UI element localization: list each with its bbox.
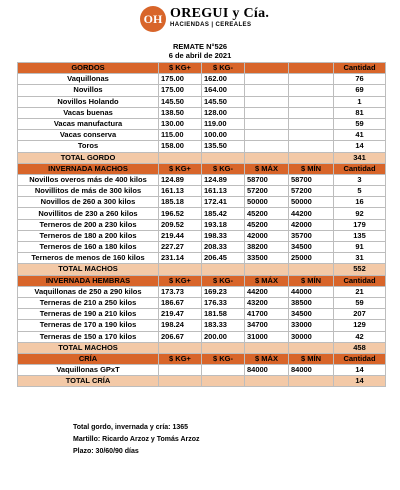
column-header: Cantidad: [334, 163, 386, 174]
price-kg-max: 145.50: [159, 96, 202, 107]
quantity: 81: [334, 107, 386, 118]
total-label: TOTAL MACHOS: [18, 342, 159, 353]
price-max: 43200: [245, 297, 289, 308]
column-header: $ MÁX: [245, 353, 289, 364]
quantity: 207: [334, 309, 386, 320]
table-row: [18, 253, 386, 264]
price-kg-min: 169.23: [202, 286, 245, 297]
section-title: INVERNADA MACHOS: [18, 163, 159, 174]
price-max: [245, 107, 289, 118]
table-row: [18, 331, 386, 342]
price-min: [289, 130, 334, 141]
column-header: $ KG+: [159, 163, 202, 174]
table-row: [18, 74, 386, 85]
price-kg-max: 185.18: [159, 197, 202, 208]
price-max: 58700: [245, 174, 289, 185]
price-kg-max: [159, 365, 202, 376]
price-min: 34500: [289, 309, 334, 320]
table-row: [18, 365, 386, 376]
price-kg-min: 208.33: [202, 242, 245, 253]
column-header: $ KG-: [202, 275, 245, 286]
price-kg-max: 175.00: [159, 74, 202, 85]
price-kg-max: 186.67: [159, 297, 202, 308]
row-label: Vacas conserva: [18, 130, 159, 141]
price-kg-min: 164.00: [202, 85, 245, 96]
quantity: 92: [334, 208, 386, 219]
price-kg-max: 196.52: [159, 208, 202, 219]
logo-mark: OH: [140, 6, 166, 32]
price-kg-max: 198.24: [159, 320, 202, 331]
price-kg-max: 219.47: [159, 309, 202, 320]
empty-cell: [159, 264, 202, 275]
section-header-row: [18, 353, 386, 364]
price-max: 45200: [245, 219, 289, 230]
price-min: 34500: [289, 242, 334, 253]
empty-cell: [159, 376, 202, 387]
price-kg-min: 198.33: [202, 230, 245, 241]
logo-subtitle: HACIENDAS | CEREALES: [170, 22, 252, 28]
price-kg-max: 115.00: [159, 130, 202, 141]
price-kg-max: 161.13: [159, 186, 202, 197]
empty-cell: [245, 342, 289, 353]
price-kg-max: 206.67: [159, 331, 202, 342]
quantity: 91: [334, 242, 386, 253]
footer-plazo: Plazo: 30/60/90 días: [73, 448, 139, 455]
row-label: Novillos Holando: [18, 96, 159, 107]
price-min: [289, 96, 334, 107]
row-label: Terneras de 150 a 170 kilos: [18, 331, 159, 342]
price-min: 25000: [289, 253, 334, 264]
column-header: $ MÁX: [245, 163, 289, 174]
price-min: 42000: [289, 219, 334, 230]
price-max: 38200: [245, 242, 289, 253]
quantity: 76: [334, 74, 386, 85]
footer-martillo: Martillo: Ricardo Arzoz y Tomás Arzoz: [73, 436, 200, 443]
price-kg-min: 161.13: [202, 186, 245, 197]
price-max: 44200: [245, 286, 289, 297]
empty-cell: [245, 376, 289, 387]
table-row: [18, 208, 386, 219]
total-label: TOTAL CRÍA: [18, 376, 159, 387]
price-max: [245, 141, 289, 152]
price-min: [289, 107, 334, 118]
price-kg-min: 100.00: [202, 130, 245, 141]
row-label: Novillitos de 230 a 260 kilos: [18, 208, 159, 219]
quantity: 1: [334, 96, 386, 107]
price-kg-max: 158.00: [159, 141, 202, 152]
empty-cell: [159, 342, 202, 353]
price-min: 44200: [289, 208, 334, 219]
quantity: 179: [334, 219, 386, 230]
table-row: [18, 297, 386, 308]
table-row: [18, 309, 386, 320]
table-row: [18, 242, 386, 253]
row-label: Terneras de 170 a 190 kilos: [18, 320, 159, 331]
table-row: [18, 118, 386, 129]
price-max: [245, 96, 289, 107]
total-row: [18, 342, 386, 353]
column-header: $ MÍN: [289, 275, 334, 286]
quantity: 14: [334, 141, 386, 152]
remate-table: [17, 62, 386, 387]
empty-cell: [245, 152, 289, 163]
empty-cell: [202, 264, 245, 275]
price-kg-min: 183.33: [202, 320, 245, 331]
price-kg-max: 219.44: [159, 230, 202, 241]
total-value: 14: [334, 376, 386, 387]
price-kg-max: 138.50: [159, 107, 202, 118]
logo-name: OREGUI y Cía.: [170, 6, 270, 21]
price-min: [289, 141, 334, 152]
row-label: Novillos de 260 a 300 kilos: [18, 197, 159, 208]
table-row: [18, 130, 386, 141]
total-row: [18, 152, 386, 163]
total-value: 552: [334, 264, 386, 275]
price-max: 50000: [245, 197, 289, 208]
table-row: [18, 219, 386, 230]
price-max: 33500: [245, 253, 289, 264]
price-min: [289, 74, 334, 85]
price-min: 30000: [289, 331, 334, 342]
price-kg-min: 135.50: [202, 141, 245, 152]
price-kg-max: 231.14: [159, 253, 202, 264]
quantity: 59: [334, 118, 386, 129]
price-kg-max: 227.27: [159, 242, 202, 253]
price-kg-min: 193.18: [202, 219, 245, 230]
price-kg-max: 209.52: [159, 219, 202, 230]
row-label: Toros: [18, 141, 159, 152]
price-kg-min: 172.41: [202, 197, 245, 208]
price-kg-min: 200.00: [202, 331, 245, 342]
price-max: 45200: [245, 208, 289, 219]
price-kg-min: 181.58: [202, 309, 245, 320]
price-kg-max: 175.00: [159, 85, 202, 96]
empty-cell: [202, 376, 245, 387]
price-min: 35700: [289, 230, 334, 241]
price-kg-min: 119.00: [202, 118, 245, 129]
column-header: $ KG+: [159, 63, 202, 74]
row-label: Terneros de menos de 160 kilos: [18, 253, 159, 264]
quantity: 129: [334, 320, 386, 331]
table-row: [18, 197, 386, 208]
column-header: [245, 63, 289, 74]
column-header: [289, 63, 334, 74]
row-label: Terneros de 160 a 180 kilos: [18, 242, 159, 253]
remate-number: REMATE N°526: [172, 42, 228, 51]
table-row: [18, 141, 386, 152]
price-max: 34700: [245, 320, 289, 331]
price-min: 84000: [289, 365, 334, 376]
empty-cell: [202, 152, 245, 163]
empty-cell: [289, 264, 334, 275]
footer-total: Total gordo, invernada y cría: 1365: [73, 424, 189, 431]
price-min: 58700: [289, 174, 334, 185]
table-row: [18, 85, 386, 96]
price-min: 50000: [289, 197, 334, 208]
price-kg-max: 124.89: [159, 174, 202, 185]
column-header: $ MÁX: [245, 275, 289, 286]
row-label: Vacas manufactura: [18, 118, 159, 129]
price-kg-min: [202, 365, 245, 376]
price-max: [245, 118, 289, 129]
column-header: Cantidad: [334, 63, 386, 74]
empty-cell: [245, 264, 289, 275]
quantity: 59: [334, 297, 386, 308]
quantity: 69: [334, 85, 386, 96]
row-label: Terneros de 180 a 200 kilos: [18, 230, 159, 241]
price-kg-min: 176.33: [202, 297, 245, 308]
total-row: [18, 376, 386, 387]
price-kg-min: 128.00: [202, 107, 245, 118]
company-logo: [140, 6, 300, 34]
quantity: 135: [334, 230, 386, 241]
price-max: 84000: [245, 365, 289, 376]
price-kg-max: 130.00: [159, 118, 202, 129]
price-max: [245, 85, 289, 96]
price-kg-min: 124.89: [202, 174, 245, 185]
column-header: Cantidad: [334, 275, 386, 286]
column-header: $ MÍN: [289, 163, 334, 174]
price-min: 44000: [289, 286, 334, 297]
table-row: [18, 96, 386, 107]
table-row: [18, 320, 386, 331]
table-row: [18, 107, 386, 118]
price-max: [245, 74, 289, 85]
quantity: 3: [334, 174, 386, 185]
section-title: CRÍA: [18, 353, 159, 364]
column-header: Cantidad: [334, 353, 386, 364]
row-label: Novillitos de más de 300 kilos: [18, 186, 159, 197]
column-header: $ KG-: [202, 163, 245, 174]
price-kg-max: 173.73: [159, 286, 202, 297]
section-title: GORDOS: [18, 63, 159, 74]
price-max: [245, 130, 289, 141]
empty-cell: [289, 152, 334, 163]
empty-cell: [159, 152, 202, 163]
section-title: INVERNADA HEMBRAS: [18, 275, 159, 286]
price-max: 31000: [245, 331, 289, 342]
table-row: [18, 230, 386, 241]
row-label: Terneros de 200 a 230 kilos: [18, 219, 159, 230]
quantity: 42: [334, 331, 386, 342]
quantity: 41: [334, 130, 386, 141]
row-label: Vacas buenas: [18, 107, 159, 118]
price-kg-min: 145.50: [202, 96, 245, 107]
empty-cell: [289, 342, 334, 353]
total-value: 341: [334, 152, 386, 163]
column-header: $ KG+: [159, 275, 202, 286]
price-max: 41700: [245, 309, 289, 320]
price-kg-min: 162.00: [202, 74, 245, 85]
quantity: 5: [334, 186, 386, 197]
row-label: Terneras de 190 a 210 kilos: [18, 309, 159, 320]
table-row: [18, 186, 386, 197]
price-min: [289, 85, 334, 96]
quantity: 31: [334, 253, 386, 264]
price-max: 42000: [245, 230, 289, 241]
column-header: $ KG+: [159, 353, 202, 364]
total-row: [18, 264, 386, 275]
row-label: Vaquillonas: [18, 74, 159, 85]
total-label: TOTAL MACHOS: [18, 264, 159, 275]
row-label: Novillos: [18, 85, 159, 96]
row-label: Novillos overos más de 400 kilos: [18, 174, 159, 185]
section-header-row: [18, 163, 386, 174]
price-kg-min: 206.45: [202, 253, 245, 264]
price-max: 57200: [245, 186, 289, 197]
quantity: 16: [334, 197, 386, 208]
price-min: 38500: [289, 297, 334, 308]
total-value: 458: [334, 342, 386, 353]
row-label: Vaquillonas GPxT: [18, 365, 159, 376]
price-min: [289, 118, 334, 129]
quantity: 14: [334, 365, 386, 376]
quantity: 21: [334, 286, 386, 297]
table-row: [18, 286, 386, 297]
total-label: TOTAL GORDO: [18, 152, 159, 163]
row-label: Terneras de 210 a 250 kilos: [18, 297, 159, 308]
table-row: [18, 174, 386, 185]
column-header: $ KG-: [202, 63, 245, 74]
column-header: $ MÍN: [289, 353, 334, 364]
row-label: Vaquillonas de 250 a 290 kilos: [18, 286, 159, 297]
empty-cell: [289, 376, 334, 387]
price-min: 33000: [289, 320, 334, 331]
section-header-row: [18, 275, 386, 286]
column-header: $ KG-: [202, 353, 245, 364]
empty-cell: [202, 342, 245, 353]
price-min: 57200: [289, 186, 334, 197]
section-header-row: [18, 63, 386, 74]
remate-date: 6 de abril de 2021: [168, 51, 232, 60]
price-kg-min: 185.42: [202, 208, 245, 219]
